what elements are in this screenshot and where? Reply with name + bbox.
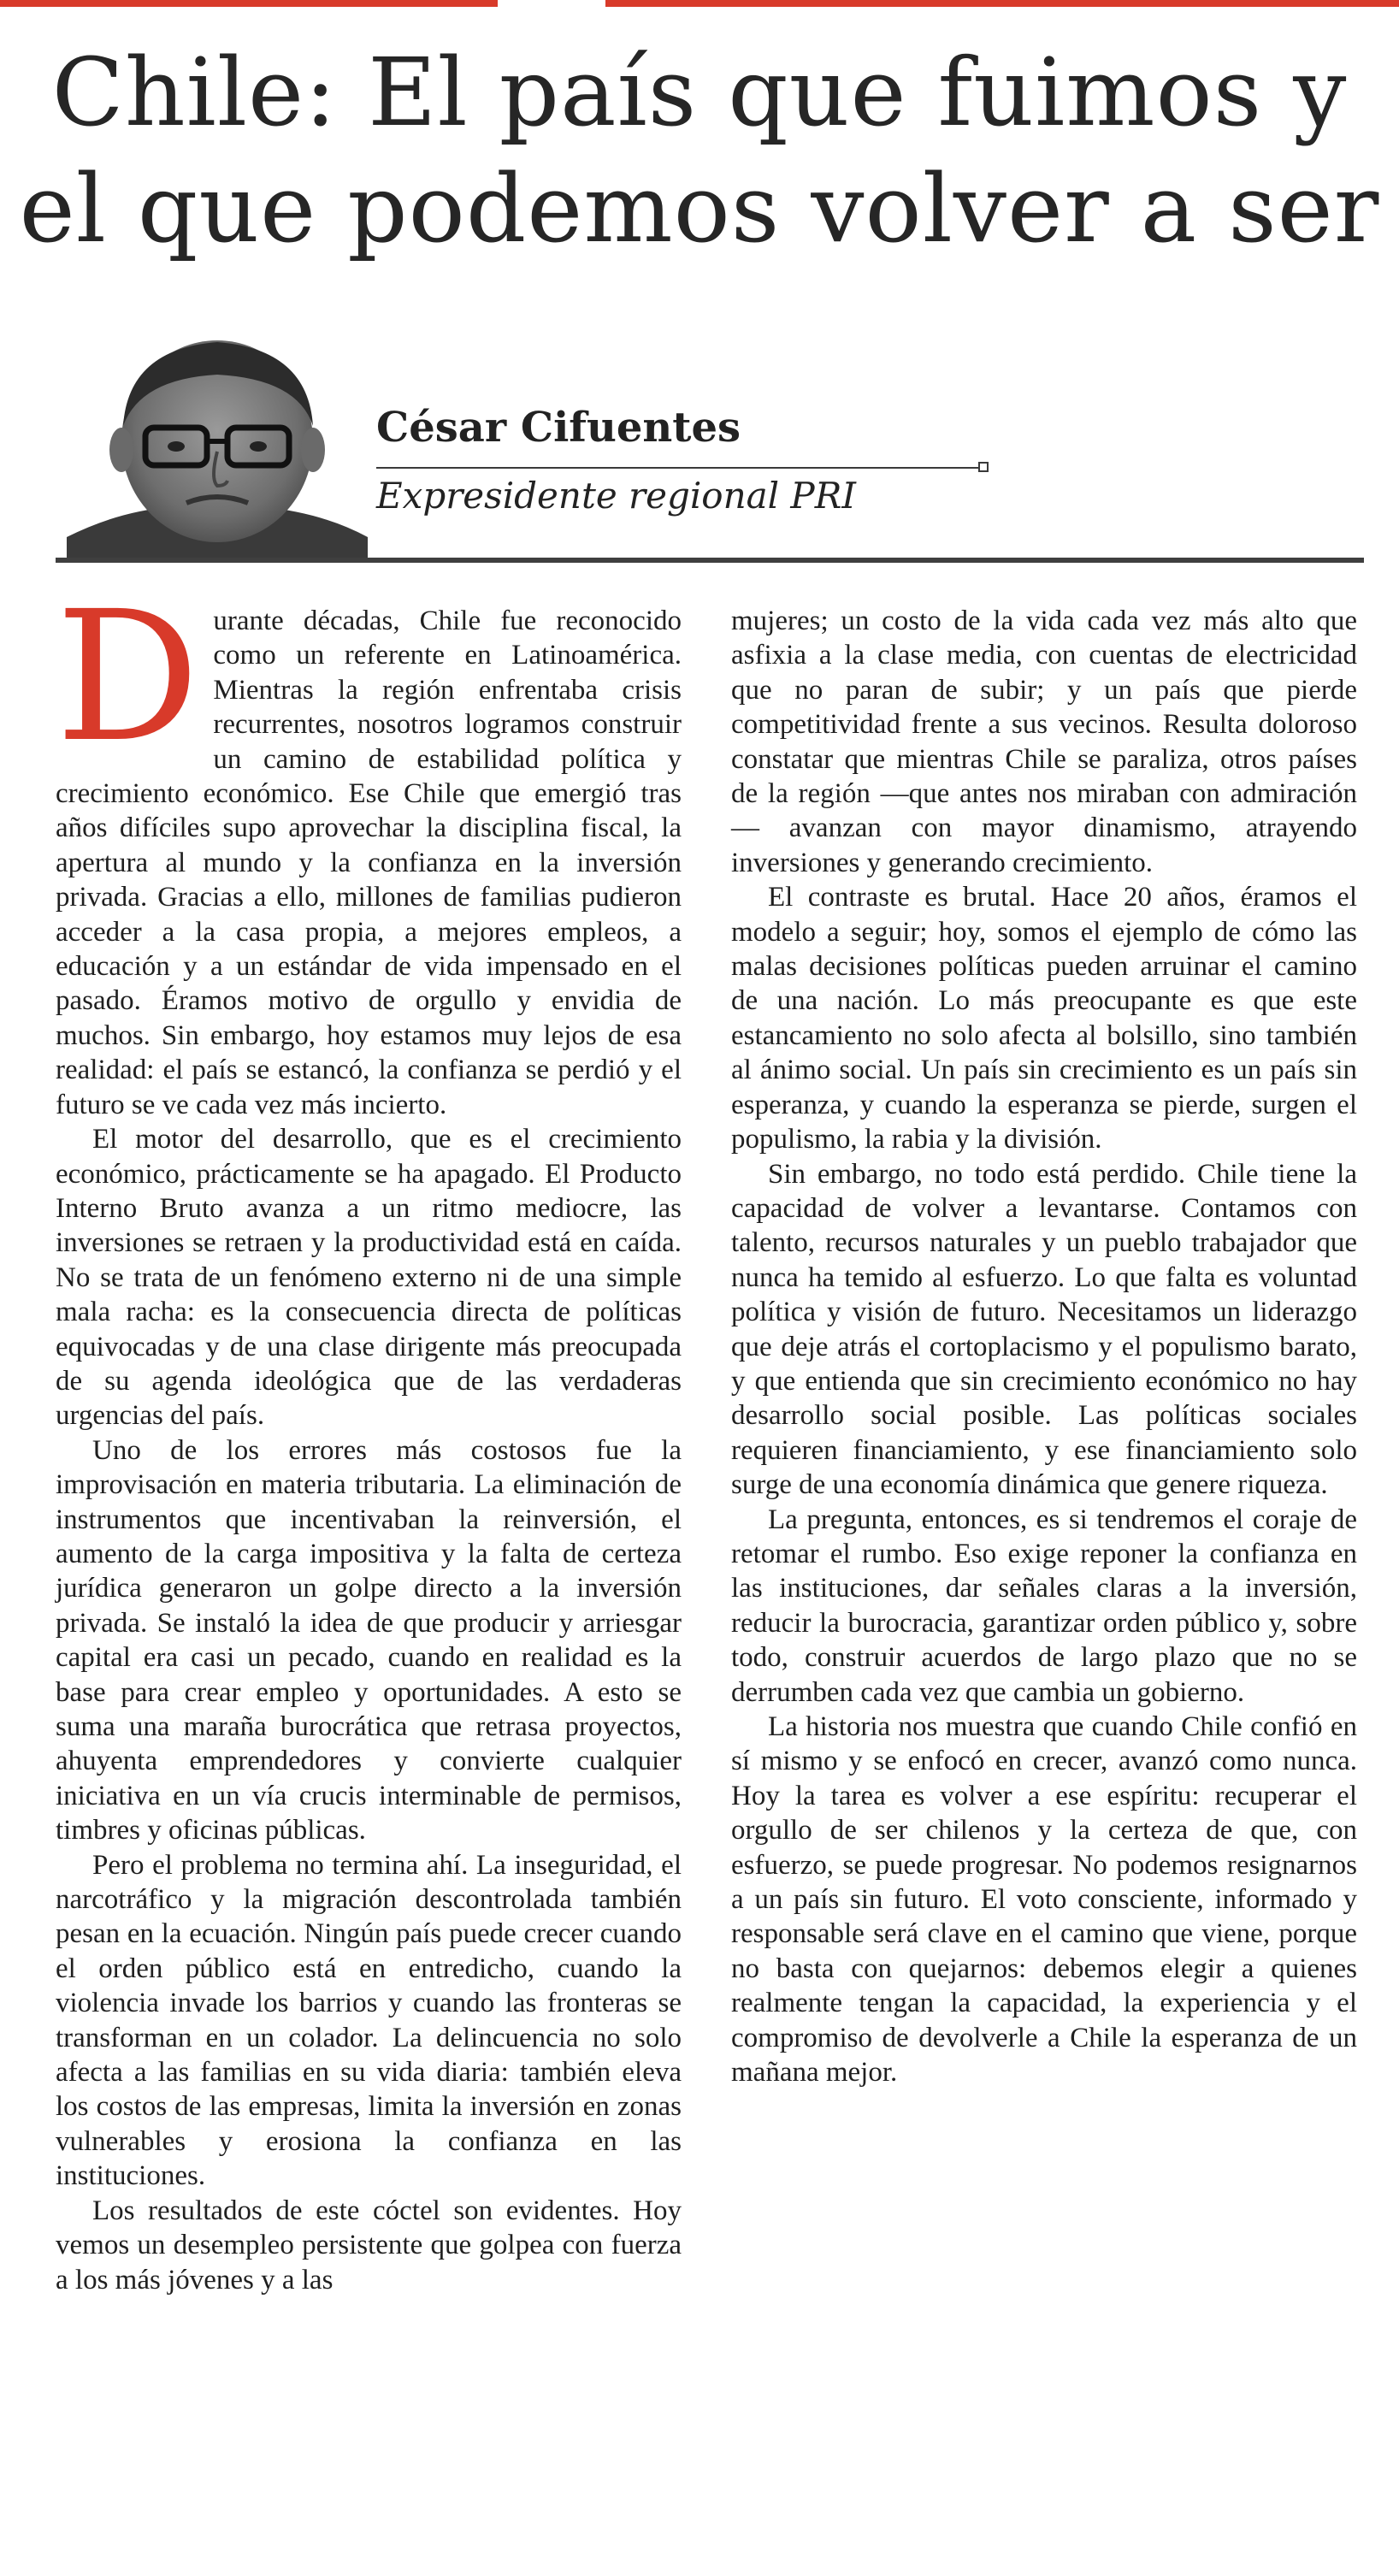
author-role: Expresidente regional PRI [376,475,856,517]
article-paragraph [56,572,682,1122]
author-divider [376,467,980,469]
article-column-right [731,604,1357,2089]
article-paragraph-continued: mujeres; un costo de la vida cada vez más alto que asfixia a la clase media, con cuentas de electricidad que no paran de subir; y un país que pierde competitividad frente a sus vecinos. Resulta doloroso constatar que mientras Chile se paraliza, otros países de la región —que antes nos miraban con admiración— avanzan con mayor dinamismo, atrayendo inversiones y generando crecimiento. [731,606,1357,878]
article-paragraph: El motor del desarrollo, que es el crecimiento económico, prácticamente se ha apagado. El Producto Interno Bruto avanza a un ritmo mediocre, las inversiones se retraen y la productividad está en caída. No se trata de un fenómeno externo ni de una simple mala racha: es la consecuencia directa de políticas equivocadas y de una clase dirigente más preocupada de su agenda ideológica que de las verdaderas urgencias del país. [56,1124,682,1432]
author-divider-end-square [978,462,989,472]
author-photo [67,332,368,561]
top-decorative-bar-left [0,0,498,7]
article-column-left [56,572,682,2297]
drop-cap: D [56,572,200,782]
article-paragraph: El contraste es brutal. Hace 20 años, éramos el modelo a seguir; hoy, somos el ejemplo de cómo las malas decisiones políticas pueden arruinar el camino de una nación. Lo más preocupante es que este estancamiento no solo afecta al bolsillo, sino también al ánimo social. Un país sin crecimiento es un país sin esperanza, y cuando la esperanza se pierde, surgen el populismo, la rabia y la división. [731,882,1357,1155]
top-decorative-bar-right [605,0,1399,7]
article-paragraph: La historia nos muestra que cuando Chile confió en sí mismo y se enfocó en crecer, avanzó como nunca. Hoy la tarea es volver a ese espíritu: recuperar el orgullo de ser chilenos y la certeza de que, con esfuerzo, se puede progresar. No podemos resignarnos a un país sin futuro. El voto consciente, informado y responsable será clave en el camino que viene, porque no basta con quejarnos: debemos elegir a quienes realmente tengan la capacidad, la experiencia y el compromiso de devolverle a Chile la esperanza de un mañana mejor. [731,1711,1357,2089]
article-paragraph: Los resultados de este cóctel son evidentes. Hoy vemos un desempleo persistente que golpea con fuerza a los más jóvenes y a las [56,2195,682,2295]
first-paragraph-text: urante décadas, Chile fue reconocido como un referente en Latinoamérica. Mientras la región enfrentaba crisis recurrentes, nosotros logramos construir un camino de estabilidad política y crecimiento económico. Ese Chile que emergió tras años difíciles supo aprovechar la disciplina fiscal, la apertura al mundo y la confianza en la inversión privada. Gracias a ello, millones de familias pudieron acceder a la casa propia, a mejores empleos, a educación y a un estándar de vida impensado en el pasado. Éramos motivo de orgullo y envidia de muchos. Sin embargo, hoy estamos muy lejos de esa realidad: el país se estancó, la confianza se perdió y el futuro se ve cada vez más incierto. [56,606,682,1120]
article-headline: Chile: El país que fuimos y el que podemos volver a ser [19,38,1380,263]
article-paragraph: Uno de los errores más costosos fue la improvisación en materia tributaria. La eliminación de instrumentos que incentivaban la reinversión, el aumento de la carga impositiva y la falta de certeza jurídica generaron un golpe directo a la inversión privada. Se instaló la idea de que producir y arriesgar capital era casi un pecado, cuando en realidad es la base para crear empleo y oportunidades. A esto se suma una maraña burocrática que retrasa proyectos, ahuyenta emprendedores y convierte cualquier iniciativa en un vía crucis interminable de permisos, timbres y oficinas públicas. [56,1434,682,1846]
author-portrait-icon [67,332,368,561]
article-paragraph: La pregunta, entonces, es si tendremos el coraje de retomar el rumbo. Eso exige reponer la confianza en las instituciones, dar señales claras a la inversión, reducir la burocracia, garantizar orden público y, sobre todo, construir acuerdos de largo plazo que no se derrumben cada vez que cambia un gobierno. [731,1504,1357,1708]
author-name: César Cifuentes [376,404,741,452]
section-divider [56,558,1364,563]
article-paragraph: Sin embargo, no todo está perdido. Chile tiene la capacidad de volver a levantarse. Contamos con talento, recursos naturales y un pueblo trabajador que nunca ha temido al esfuerzo. Lo que falta es voluntad política y visión de futuro. Necesitamos un liderazgo que deje atrás el cortoplacismo y el populismo barato, y que entienda que sin crecimiento económico no hay desarrollo social posible. Las políticas sociales requieren financiamiento, y ese financiamiento solo surge de una economía dinámica que genere riqueza. [731,1158,1357,1501]
article-paragraph: Pero el problema no termina ahí. La inseguridad, el narcotráfico y la migración descontrolada también pesan en la ecuación. Ningún país puede crecer cuando el orden público está en entredicho, cuando la violencia invade los barrios y cuando las fronteras se transforman en un colador. La delincuencia no solo afecta a las familias en su vida diaria: también eleva los costos de las empresas, limita la inversión en zonas vulnerables y erosiona la confianza en las instituciones. [56,1849,682,2192]
